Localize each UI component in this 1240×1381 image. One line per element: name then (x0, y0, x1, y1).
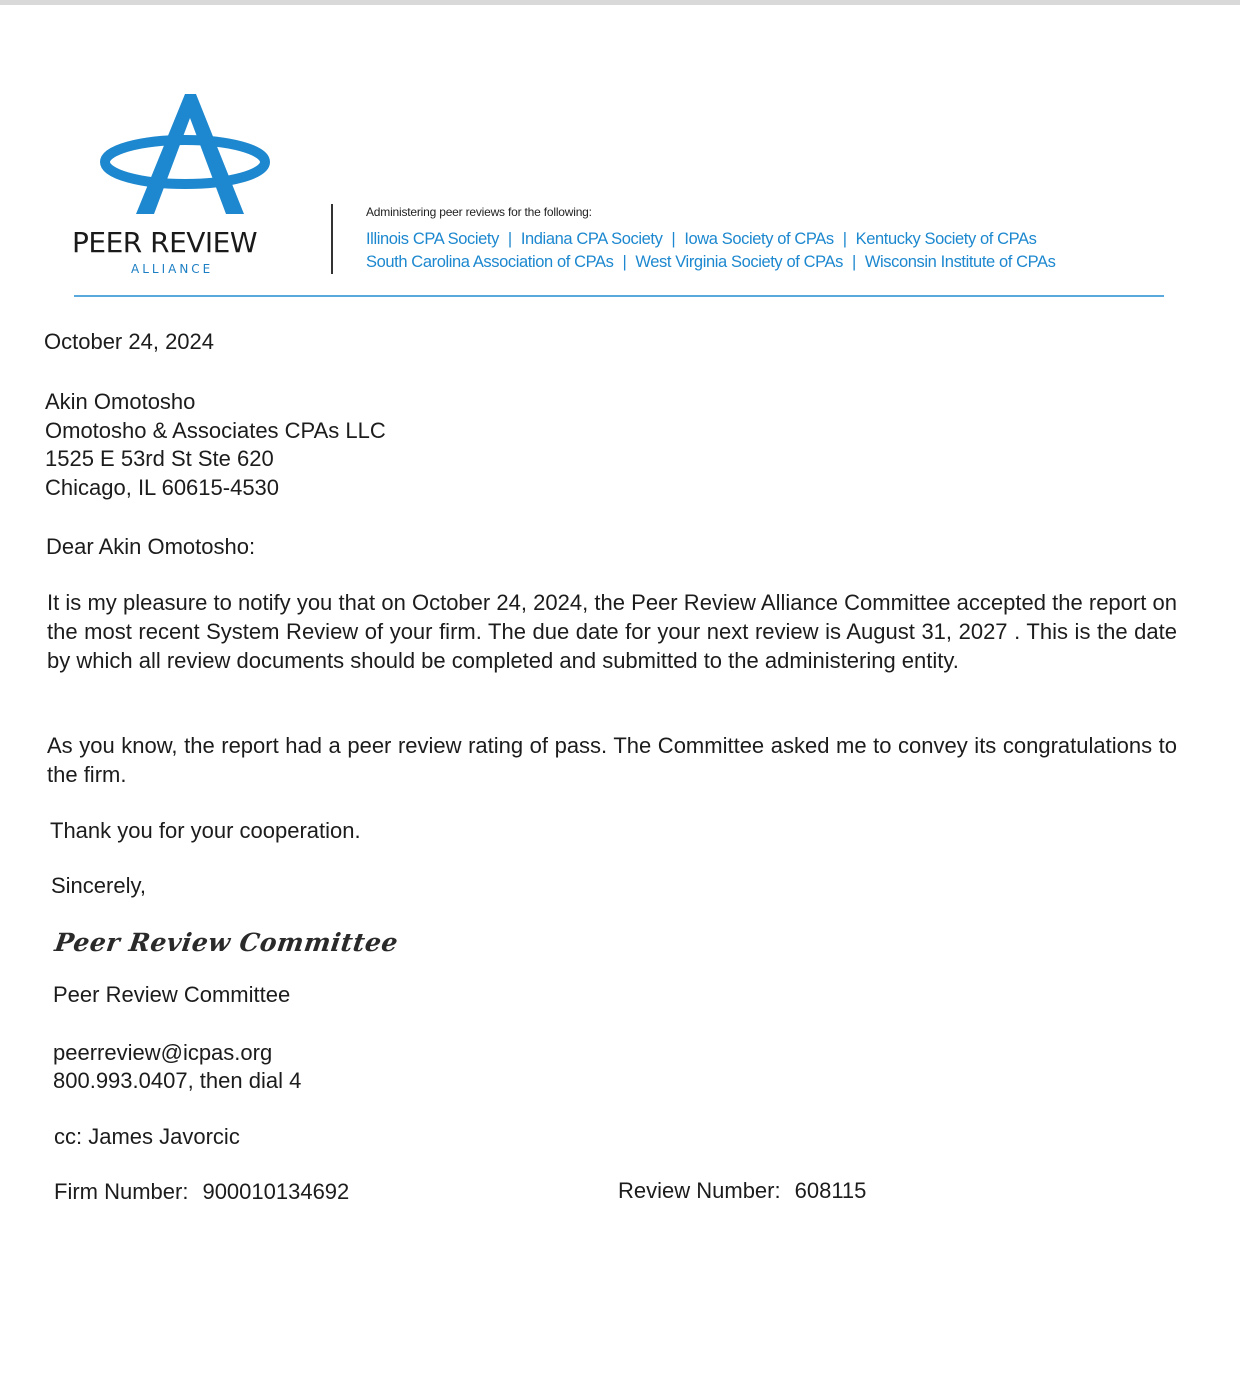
firm-number-label: Firm Number: (54, 1179, 189, 1204)
body-paragraph-1: It is my pleasure to notify you that on October 24, 2024, the Peer Review Alliance Committee accepted the report on the most recent System Review of your firm. The due date for your next review is August 31, 2027 . This is the date by which all review documents should be completed and submitted to the administering entity. (47, 590, 1177, 673)
society-kentucky: Kentucky Society of CPAs (855, 230, 1037, 248)
closing: Sincerely, (51, 873, 146, 898)
body-paragraph-3: Thank you for your cooperation. (50, 818, 361, 843)
recipient-city: Chicago, IL 60615-4530 (45, 475, 280, 500)
society-iowa: Iowa Society of CPAs (684, 230, 834, 248)
separator: | (851, 253, 856, 271)
firm-number (54, 1177, 349, 1206)
separator: | (671, 230, 676, 248)
contact-phone: 800.993.0407, then dial 4 (53, 1068, 302, 1093)
society-illinois: Illinois CPA Society (366, 230, 499, 248)
society-west-virginia: West Virginia Society of CPAs (635, 253, 843, 271)
society-indiana: Indiana CPA Society (520, 230, 663, 248)
salutation: Dear Akin Omotosho: (46, 534, 256, 559)
review-number-value: 608115 (794, 1178, 867, 1203)
separator: | (622, 253, 627, 271)
review-number (618, 1176, 866, 1205)
recipient-street: 1525 E 53rd St Ste 620 (45, 446, 274, 471)
administering-caption: Administering peer reviews for the following: (366, 205, 592, 219)
firm-number-value: 900010134692 (202, 1179, 350, 1204)
review-number-label: Review Number: (618, 1178, 781, 1203)
top-border (0, 0, 1240, 5)
logo-org-subtitle: ALLIANCE (131, 262, 214, 276)
alliance-a-icon (100, 90, 270, 220)
cc-line: cc: James Javorcic (54, 1124, 240, 1149)
letterhead-divider (331, 204, 333, 274)
peer-review-alliance-logo (60, 90, 310, 280)
contact-email: peerreview@icpas.org (53, 1040, 273, 1065)
recipient-firm: Omotosho & Associates CPAs LLC (45, 418, 386, 443)
letterhead-rule (74, 295, 1164, 297)
societies-row-1 (366, 230, 1036, 249)
body-paragraph-2: As you know, the report had a peer review rating of pass. The Committee asked me to convey its congratulations to the firm. (47, 733, 1177, 787)
society-south-carolina: South Carolina Association of CPAs (366, 253, 614, 271)
separator: | (842, 230, 847, 248)
signer-name: Peer Review Committee (53, 982, 291, 1007)
letter-date: October 24, 2024 (44, 329, 215, 354)
logo-org-name: PEER REVIEW (72, 226, 258, 259)
societies-row-2 (366, 253, 1055, 272)
society-wisconsin: Wisconsin Institute of CPAs (864, 253, 1056, 271)
recipient-name: Akin Omotosho (45, 389, 196, 414)
separator: | (507, 230, 512, 248)
signature: Peer Review Committee (52, 928, 401, 957)
